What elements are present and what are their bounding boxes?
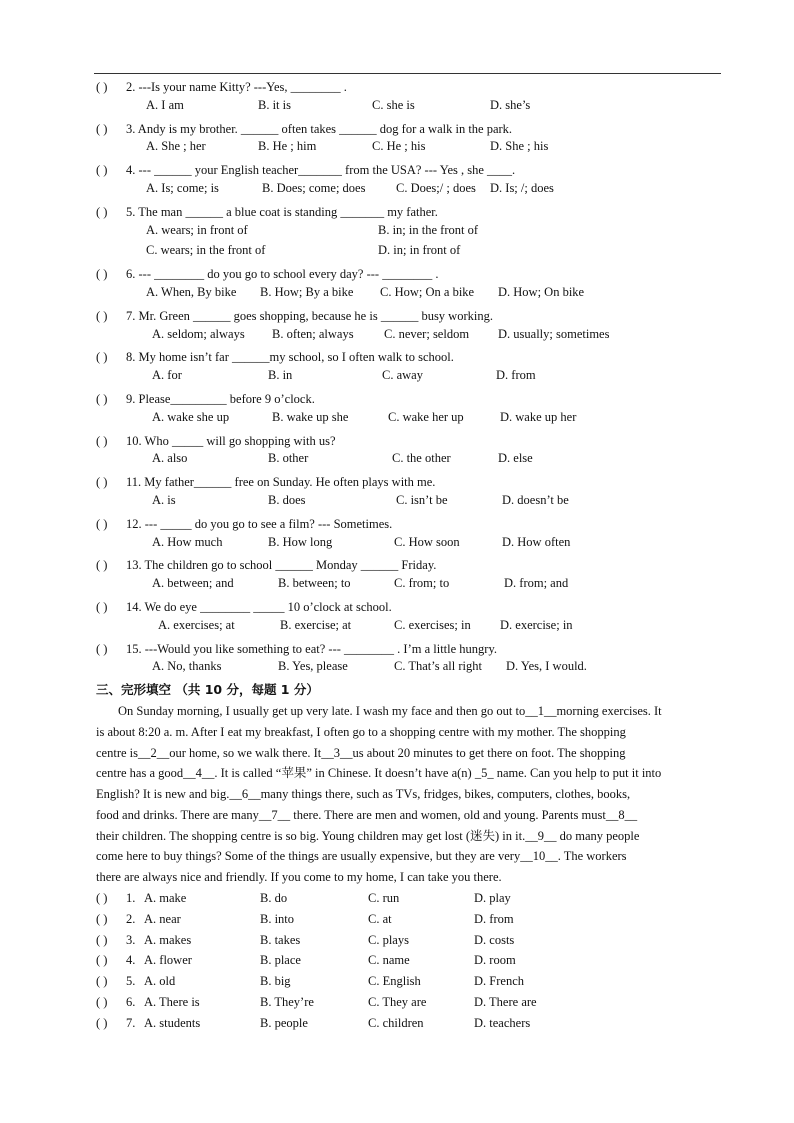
question-line [96, 306, 736, 327]
passage-line: English? It is new and big.__6__many things there, such as TVs, fridges, bikes, computers, clothes, books, [96, 787, 631, 802]
cloze-question [96, 971, 736, 992]
option-b: B. between; to [278, 576, 351, 591]
header-rule [94, 73, 721, 74]
question-line [96, 431, 736, 452]
option-c: C. How soon [394, 534, 460, 549]
option-d: D. else [498, 451, 533, 466]
option-c: C. wake her up [388, 409, 464, 424]
options-row [96, 98, 736, 119]
option-a: C. wears; in the front of [146, 243, 266, 258]
option-d: D. There are [474, 995, 537, 1010]
passage-line: On Sunday morning, I usually get up very late. I wash my face and then go out to__1__morning exercises. It [118, 703, 662, 718]
option-b: B. How long [268, 534, 333, 549]
option-a: A. seldom; always [152, 326, 245, 341]
option-d: D. room [474, 953, 516, 968]
question-text: 12. --- _____ do you go to see a film? --- Sometimes. [126, 516, 393, 531]
options-row [96, 139, 736, 160]
option-b: B. into [260, 911, 295, 926]
option-a: A. for [152, 368, 182, 383]
answer-blank[interactable]: ( ) [96, 599, 108, 614]
passage-line: their children. The shopping centre is so big. Young children may get lost (迷失) in it.__9__ do many people [96, 828, 640, 843]
options-row [96, 535, 736, 556]
question-number: 1. [126, 891, 136, 906]
options-row [96, 285, 736, 306]
answer-blank[interactable]: ( ) [96, 350, 108, 365]
question-line [96, 597, 736, 618]
question-line [96, 264, 736, 285]
passage-line: is about 8:20 a. m. After I eat my breakfast, I often go to a shopping centre with my mother. The shopping [96, 724, 626, 739]
question-text: 11. My father______ free on Sunday. He often plays with me. [126, 475, 436, 490]
option-a: A. between; and [152, 576, 234, 591]
option-a: A. students [144, 1015, 201, 1030]
passage-line: centre is__2__our home, so we walk there. It__3__us about 20 minutes to get there on foot. The shopping [96, 745, 626, 760]
option-a: A. No, thanks [152, 659, 222, 674]
option-a: A. When, By bike [146, 284, 237, 299]
option-d: D. teachers [474, 1015, 531, 1030]
section-title-cloze: 三、完形填空 （共 10 分，每题 1 分） [96, 682, 319, 698]
answer-blank[interactable]: ( ) [96, 433, 108, 448]
answer-blank[interactable]: ( ) [96, 911, 108, 926]
options-row [96, 243, 736, 264]
option-c: C. at [368, 911, 392, 926]
option-d: D. from; and [504, 576, 569, 591]
cloze-question [96, 992, 736, 1013]
option-a: A. makes [144, 932, 192, 947]
question-text: 6. --- ________ do you go to school every day? --- ________ . [126, 267, 439, 282]
option-c: C. from; to [394, 576, 450, 591]
question-text: 4. --- ______ your English teacher_______ from the USA? --- Yes , she ____. [126, 163, 516, 178]
option-a: A. old [144, 974, 176, 989]
question-line [96, 472, 736, 493]
cloze-question [96, 930, 736, 951]
option-b: B. How; By a bike [260, 284, 354, 299]
answer-blank[interactable]: ( ) [96, 932, 108, 947]
option-b: B. They’re [260, 995, 314, 1010]
question-number: 2. [126, 911, 136, 926]
multiple-choice-section [96, 77, 736, 680]
cloze-questions [96, 888, 736, 1034]
option-a: A. Is; come; is [146, 180, 219, 195]
answer-blank[interactable]: ( ) [96, 558, 108, 573]
passage-line: come here to buy things? Some of the things are usually expensive, but they are very__10__. The workers [96, 849, 627, 864]
option-a: A. wears; in front of [146, 222, 248, 237]
question-line [96, 555, 736, 576]
question-line [96, 347, 736, 368]
answer-blank[interactable]: ( ) [96, 995, 108, 1010]
option-b: B. in; in the front of [378, 222, 478, 237]
option-a: A. near [144, 911, 181, 926]
answer-blank[interactable]: ( ) [96, 974, 108, 989]
option-c: C. away [382, 368, 423, 383]
answer-blank[interactable]: ( ) [96, 308, 108, 323]
question-text: 2. ---Is your name Kitty? ---Yes, ________ . [126, 80, 347, 94]
option-d: D. usually; sometimes [498, 326, 610, 341]
cloze-question [96, 909, 736, 930]
options-row [96, 659, 736, 680]
options-row [96, 410, 736, 431]
question-number: 6. [126, 995, 136, 1010]
option-a: A. I am [146, 97, 184, 112]
option-a: A. also [152, 451, 188, 466]
answer-blank[interactable]: ( ) [96, 80, 108, 94]
answer-blank[interactable]: ( ) [96, 641, 108, 656]
question-text: 3. Andy is my brother. ______ often takes ______ dog for a walk in the park. [126, 121, 513, 136]
option-a: A. She ; her [146, 139, 206, 154]
option-d: D. How often [502, 534, 571, 549]
option-d: D. Yes, I would. [506, 659, 587, 674]
cloze-passage [96, 701, 736, 888]
answer-blank[interactable]: ( ) [96, 516, 108, 531]
option-c: C. the other [392, 451, 451, 466]
cloze-question [96, 950, 736, 971]
option-b: B. Yes, please [278, 659, 348, 674]
passage-line: there are always nice and friendly. If you come to my home, I can take you there. [96, 870, 502, 885]
option-b: B. He ; him [258, 139, 317, 154]
question-text: 7. Mr. Green ______ goes shopping, because he is ______ busy working. [126, 308, 493, 323]
answer-blank[interactable]: ( ) [96, 391, 108, 406]
option-c: C. How; On a bike [380, 284, 475, 299]
question-line [96, 119, 736, 140]
options-row [96, 223, 736, 244]
question-number: 3. [126, 932, 136, 947]
question-line [96, 514, 736, 535]
question-text: 14. We do eye ________ _____ 10 o’clock at school. [126, 599, 392, 614]
answer-blank[interactable]: ( ) [96, 121, 108, 136]
answer-blank[interactable]: ( ) [96, 267, 108, 282]
option-d: D. doesn’t be [502, 492, 569, 507]
option-d: D. How; On bike [498, 284, 585, 299]
options-row [96, 493, 736, 514]
question-number: 7. [126, 1015, 136, 1030]
option-c: C. run [368, 891, 400, 906]
option-d: D. she’s [490, 97, 531, 112]
question-line [96, 160, 736, 181]
answer-blank[interactable]: ( ) [96, 953, 108, 968]
question-line [96, 202, 736, 223]
question-line [96, 77, 736, 98]
option-a: A. There is [144, 995, 200, 1010]
option-d: D. costs [474, 932, 515, 947]
option-c: C. That’s all right [394, 659, 482, 674]
option-c: C. plays [368, 932, 409, 947]
question-text: 15. ---Would you like something to eat? --- ________ . I’m a little hungry. [126, 641, 498, 656]
option-c: C. never; seldom [384, 326, 470, 341]
passage-line: food and drinks. There are many__7__ there. There are men and women, old and young. Parents must__8__ [96, 807, 638, 822]
option-b: B. do [260, 891, 288, 906]
option-c: C. name [368, 953, 410, 968]
option-c: C. exercises; in [394, 617, 471, 632]
option-a: A. is [152, 492, 176, 507]
answer-blank[interactable]: ( ) [96, 163, 108, 178]
answer-blank[interactable]: ( ) [96, 475, 108, 490]
option-b: B. often; always [272, 326, 354, 341]
options-row [96, 181, 736, 202]
question-text: 8. My home isn’t far ______my school, so I often walk to school. [126, 350, 454, 365]
question-text: 5. The man ______ a blue coat is standing _______ my father. [126, 204, 438, 219]
option-a: A. exercises; at [158, 617, 235, 632]
option-b: B. exercise; at [280, 617, 352, 632]
option-a: A. wake she up [152, 409, 230, 424]
option-c: C. isn’t be [396, 492, 448, 507]
option-a: A. How much [152, 534, 223, 549]
option-b: B. big [260, 974, 291, 989]
option-d: D. exercise; in [500, 617, 573, 632]
answer-blank[interactable]: ( ) [96, 204, 108, 219]
option-b: B. other [268, 451, 309, 466]
option-c: C. she is [372, 97, 415, 112]
exam-page [96, 77, 736, 1034]
option-d: D. from [474, 911, 514, 926]
option-d: D. She ; his [490, 139, 549, 154]
question-text: 13. The children go to school ______ Monday ______ Friday. [126, 558, 437, 573]
option-d: D. French [474, 974, 524, 989]
option-c: C. They are [368, 995, 427, 1010]
option-d: D. from [496, 368, 536, 383]
answer-blank[interactable]: ( ) [96, 1015, 108, 1030]
option-d: D. Is; /; does [490, 180, 554, 195]
answer-blank[interactable]: ( ) [96, 891, 108, 906]
option-a: A. make [144, 891, 187, 906]
passage-line: centre has a good__4__. It is called “苹果” in Chinese. It doesn’t have a(n) _5_ name. Can you help to put it into [96, 766, 662, 781]
question-number: 5. [126, 974, 136, 989]
option-c: C. children [368, 1015, 424, 1030]
options-row [96, 368, 736, 389]
options-row [96, 576, 736, 597]
option-c: C. English [368, 974, 421, 989]
options-row [96, 327, 736, 348]
cloze-question [96, 1013, 736, 1034]
option-b: B. Does; come; does [262, 180, 366, 195]
option-b: B. takes [260, 932, 301, 947]
question-line [96, 639, 736, 660]
question-text: 9. Please_________ before 9 o’clock. [126, 391, 315, 406]
option-b: D. in; in front of [378, 243, 461, 258]
cloze-question [96, 888, 736, 909]
option-a: A. flower [144, 953, 192, 968]
option-d: D. play [474, 891, 511, 906]
question-line [96, 389, 736, 410]
question-number: 4. [126, 953, 136, 968]
options-row [96, 451, 736, 472]
option-c: C. Does;/ ; does [396, 180, 476, 195]
options-row [96, 618, 736, 639]
option-c: C. He ; his [372, 139, 426, 154]
option-d: D. wake up her [500, 409, 577, 424]
option-b: B. place [260, 953, 301, 968]
option-b: B. does [268, 492, 306, 507]
option-b: B. in [268, 368, 293, 383]
option-b: B. it is [258, 97, 291, 112]
option-b: B. people [260, 1015, 308, 1030]
question-text: 10. Who _____ will go shopping with us? [126, 433, 336, 448]
option-b: B. wake up she [272, 409, 349, 424]
